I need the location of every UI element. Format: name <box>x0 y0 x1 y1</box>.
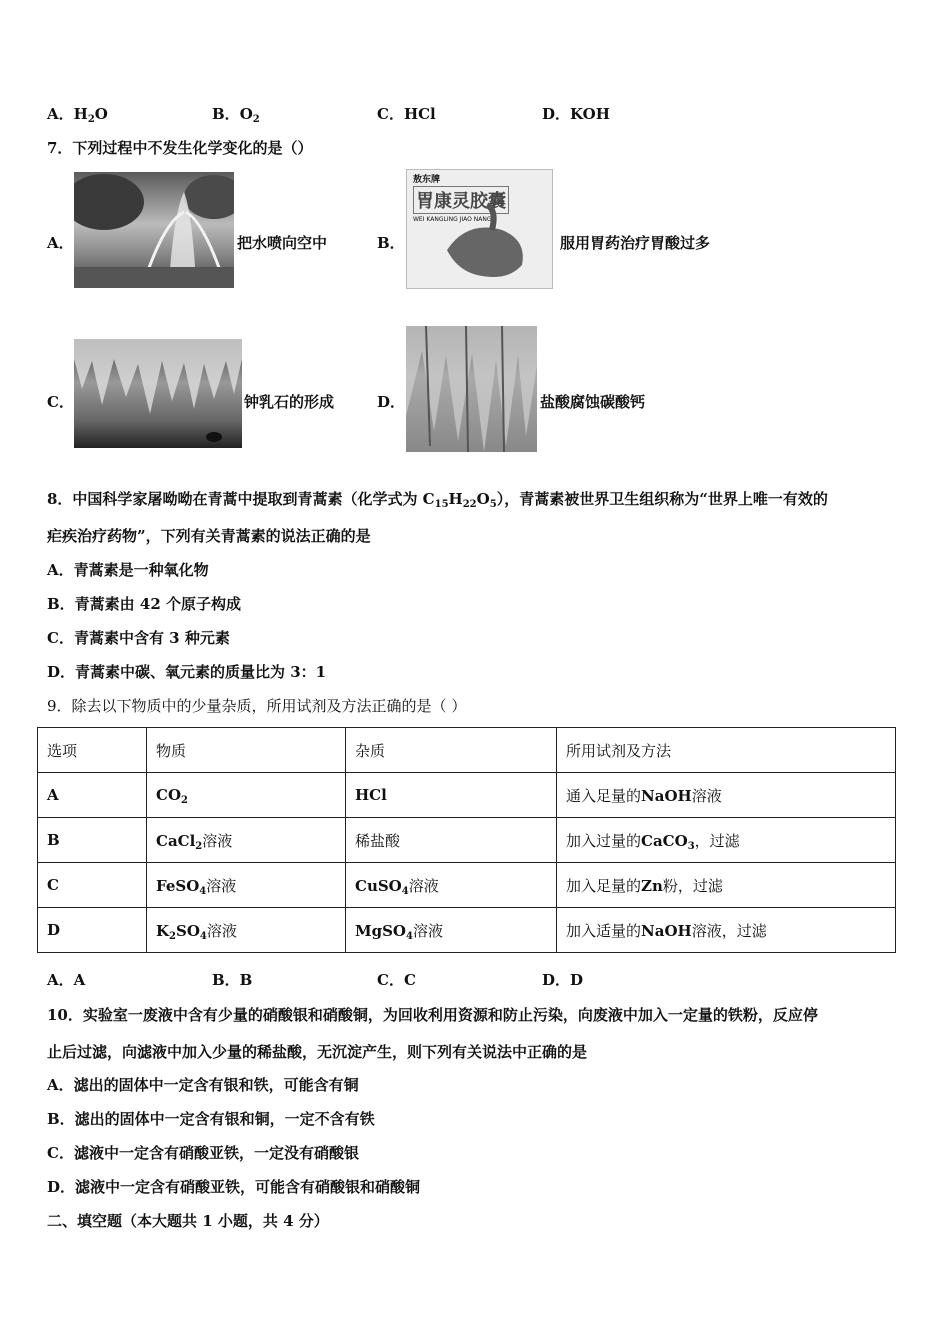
q10-stem-line1: 10．实验室一废液中含有少量的硝酸银和硝酸铜，为回收利用资源和防止污染，向废液中加入一定量的铁粉，反应停 <box>47 1006 818 1024</box>
q7-text-d: 盐酸腐蚀碳酸钙 <box>540 393 646 411</box>
q10-stem-line2: 止后过滤，向滤液中加入少量的稀盐酸，无沉淀产生，则下列有关说法中正确的是 <box>47 1043 588 1061</box>
q9-option-c: C．C <box>377 971 416 989</box>
q9-option-d: D．D <box>542 971 584 989</box>
q7-label-d: D． <box>377 393 406 411</box>
q9-option-b: B．B <box>212 971 253 989</box>
stalactite-photo <box>74 339 242 448</box>
substance-cell: CaCl$_2$溶液 <box>147 818 346 863</box>
box-top-label: 敖东牌 <box>413 175 441 185</box>
header-cell: 选项 <box>38 728 147 773</box>
q7-text-c: 钟乳石的形成 <box>244 393 335 411</box>
header-cell: 杂质 <box>346 728 557 773</box>
q8-stem-line1: 8．中国科学家屠呦呦在青蒿中提取到青蒿素（化学式为 $C_{15}H_{22}O_5$），青蒿素被世界卫生组织称为“世界上唯一有效的 <box>47 490 828 510</box>
q8-option-c: C．青蒿素中含有 3 种元素 <box>47 629 230 647</box>
substance-cell: FeSO$_4$溶液 <box>147 863 346 908</box>
q9-option-a: A．A <box>47 971 86 989</box>
method-cell: 通入足量的NaOH溶液 <box>557 773 896 818</box>
q9-table <box>37 727 896 953</box>
q10-option-b: B．滤出的固体中一定含有银和铜，一定不含有铁 <box>47 1110 375 1128</box>
header-cell: 所用试剂及方法 <box>557 728 896 773</box>
method-cell: 加入过量的CaCO$_3$，过滤 <box>557 818 896 863</box>
q6-option-c: C．HCl <box>377 105 436 123</box>
section-heading: 二、填空题（本大题共 1 小题，共 4 分） <box>47 1212 329 1230</box>
q7-label-a: A． <box>47 234 74 252</box>
q7-text-b: 服用胃药治疗胃酸过多 <box>560 234 711 252</box>
box-pinyin: WEI KANGLING JIAO NANG <box>413 216 492 223</box>
option-cell: B <box>38 818 147 863</box>
q7-label-b: B． <box>377 234 405 252</box>
q10-option-a: A．滤出的固体中一定含有银和铁，可能含有铜 <box>47 1076 359 1094</box>
impurity-cell: 稀盐酸 <box>346 818 557 863</box>
q10-option-c: C．滤液中一定含有硝酸亚铁，一定没有硝酸银 <box>47 1144 359 1162</box>
box-brand: 胃康灵胶囊 <box>413 186 509 214</box>
method-cell: 加入足量的Zn粉，过滤 <box>557 863 896 908</box>
q8-stem-line2: 疟疾治疗药物”，下列有关青蒿素的说法正确的是 <box>47 527 371 545</box>
q7-stem: 7．下列过程中不发生化学变化的是（） <box>47 139 313 157</box>
substance-cell: $K_2SO_4$溶液 <box>147 908 346 953</box>
medicine-box-photo <box>406 169 553 289</box>
impurity-cell: CuSO$_4$溶液 <box>346 863 557 908</box>
q7-text-a: 把水喷向空中 <box>237 234 328 252</box>
q8-option-b: B．青蒿素由 42 个原子构成 <box>47 595 241 613</box>
substance-cell: $CO_2$ <box>147 773 346 818</box>
q6-option-b: B．$O_2$ <box>212 105 260 125</box>
q9-stem: 9．除去以下物质中的少量杂质，所用试剂及方法正确的是（ ） <box>47 697 467 715</box>
q8-option-a: A．青蒿素是一种氧化物 <box>47 561 209 579</box>
table-row <box>38 818 896 863</box>
table-row <box>38 773 896 818</box>
option-cell: A <box>38 773 147 818</box>
fountain-photo <box>74 172 234 288</box>
table-header-row <box>38 728 896 773</box>
option-cell: C <box>38 863 147 908</box>
table-row <box>38 908 896 953</box>
impurity-cell: MgSO$_4$溶液 <box>346 908 557 953</box>
header-cell: 物质 <box>147 728 346 773</box>
option-cell: D <box>38 908 147 953</box>
limestone-photo <box>406 326 537 452</box>
q8-option-d: D．青蒿素中碳、氧元素的质量比为 3：1 <box>47 663 327 681</box>
impurity-cell: HCl <box>346 773 557 818</box>
q7-label-c: C． <box>47 393 74 411</box>
table-row <box>38 863 896 908</box>
q6-option-a: A．$H_2O$ <box>47 105 108 125</box>
method-cell: 加入适量的NaOH溶液，过滤 <box>557 908 896 953</box>
q10-option-d: D．滤液中一定含有硝酸亚铁，可能含有硝酸银和硝酸铜 <box>47 1178 421 1196</box>
q6-option-d: D．KOH <box>542 105 610 123</box>
